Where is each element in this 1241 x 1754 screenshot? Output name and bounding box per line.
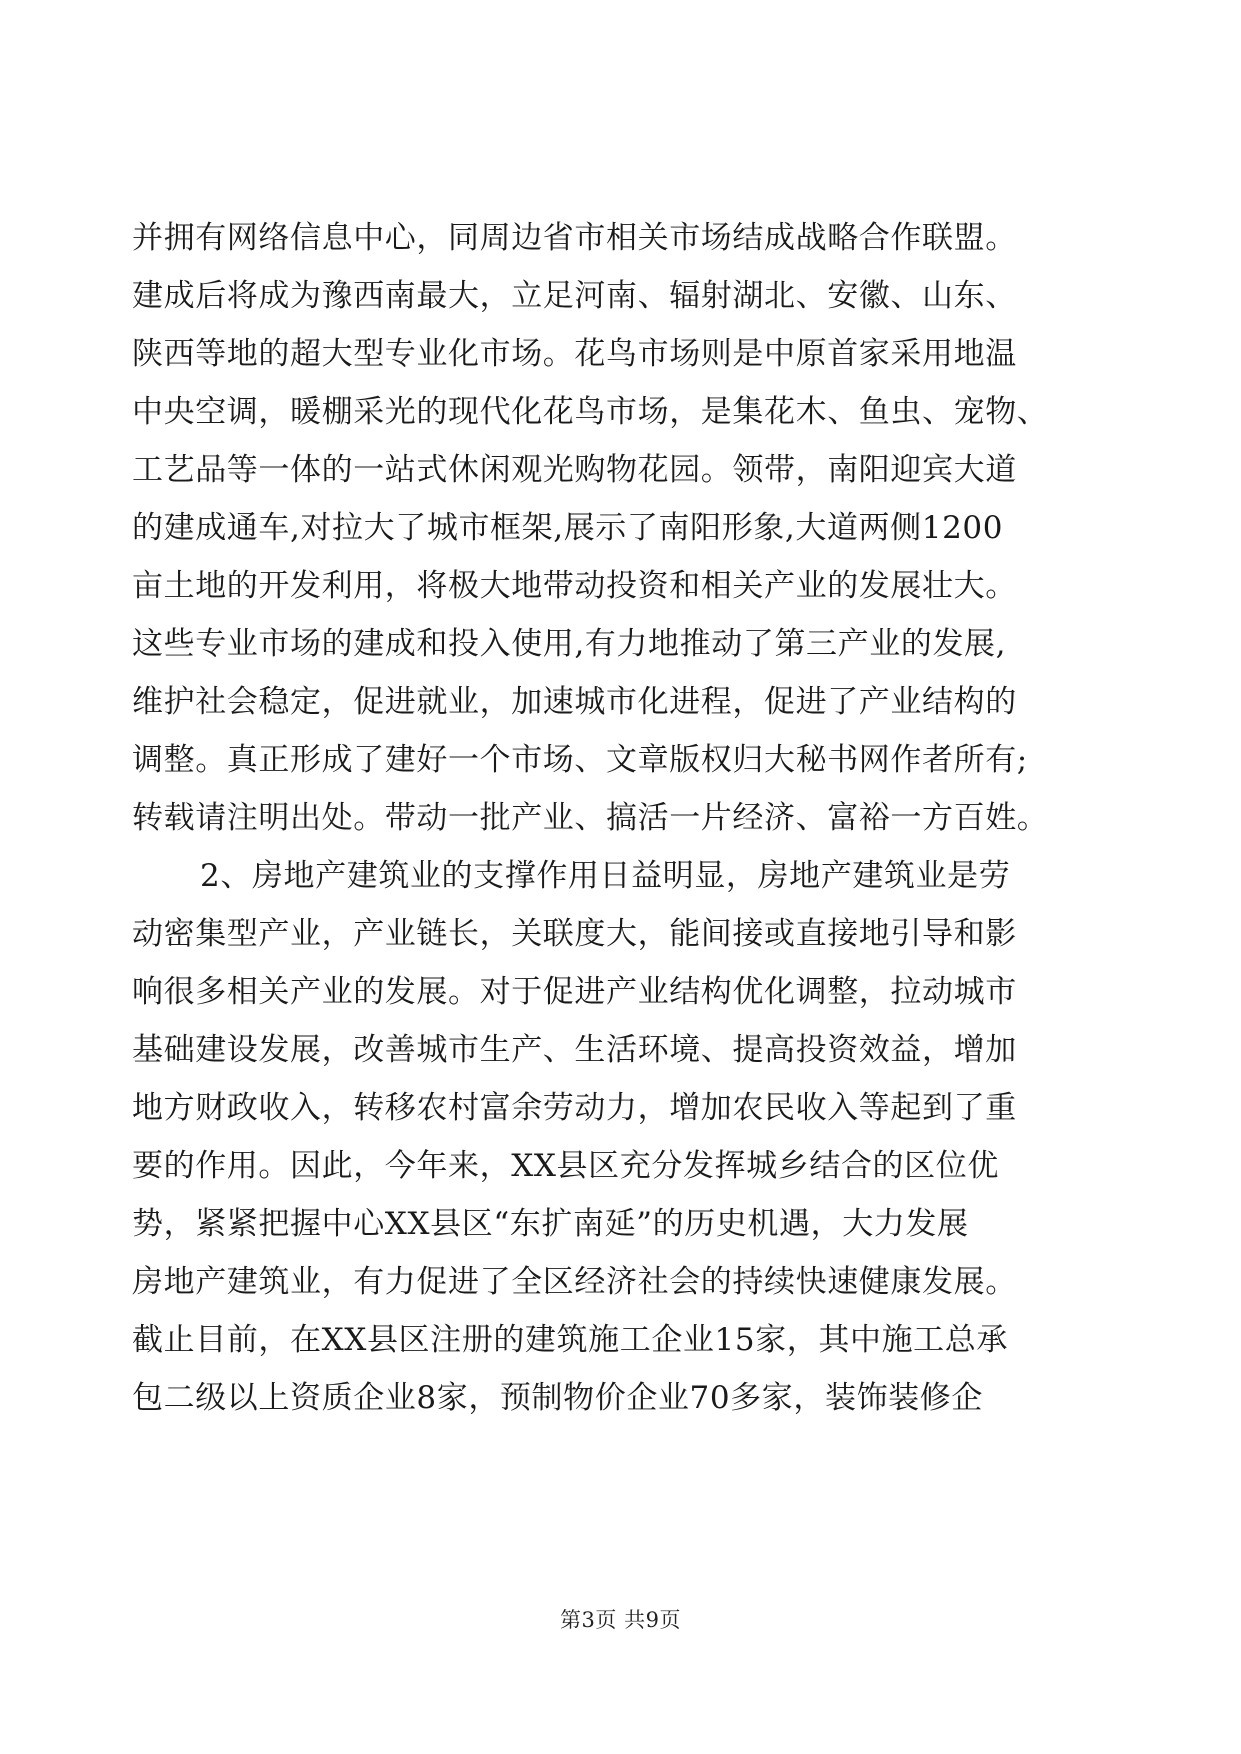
text-line: 维护社会稳定，促进就业，加速城市化进程，促进了产业结构的 xyxy=(132,684,1017,720)
text-line: 基础建设发展，改善城市生产、生活环境、提高投资效益，增加 xyxy=(132,1032,1017,1068)
text-line: 陕西等地的超大型专业化市场。花鸟市场则是中原首家采用地温 xyxy=(132,336,1017,372)
text-line: 截止目前，在XX县区注册的建筑施工企业15家，其中施工总承 xyxy=(132,1322,1008,1358)
text-line: 这些专业市场的建成和投入使用,有力地推动了第三产业的发展, xyxy=(132,626,1007,662)
text-line: 工艺品等一体的一站式休闲观光购物花园。领带，南阳迎宾大道 xyxy=(132,452,1017,488)
paragraph-start-line: 2、房地产建筑业的支撑作用日益明显，房地产建筑业是劳 xyxy=(200,858,1011,894)
text-line: 包二级以上资质企业8家，预制物价企业70多家，装饰装修企 xyxy=(132,1380,983,1416)
text-line: 中央空调，暖棚采光的现代化花鸟市场，是集花木、鱼虫、宠物、 xyxy=(132,394,1049,430)
text-line: 建成后将成为豫西南最大，立足河南、辐射湖北、安徽、山东、 xyxy=(132,278,1017,314)
page-footer: 第3页 共9页 xyxy=(560,1608,681,1632)
text-line: 地方财政收入，转移农村富余劳动力，增加农民收入等起到了重 xyxy=(132,1090,1017,1126)
text-line: 调整。真正形成了建好一个市场、文章版权归大秘书网作者所有; xyxy=(132,742,1028,778)
text-line: 势，紧紧把握中心XX县区“东扩南延”的历史机遇，大力发展 xyxy=(132,1206,969,1242)
text-line: 房地产建筑业，有力促进了全区经济社会的持续快速健康发展。 xyxy=(132,1264,1017,1300)
text-line: 响很多相关产业的发展。对于促进产业结构优化调整，拉动城市 xyxy=(132,974,1017,1010)
text-line: 的建成通车,对拉大了城市框架,展示了南阳形象,大道两侧1200 xyxy=(132,510,1004,546)
text-line: 并拥有网络信息中心，同周边省市相关市场结成战略合作联盟。 xyxy=(132,220,1017,256)
text-line: 亩土地的开发利用，将极大地带动投资和相关产业的发展壮大。 xyxy=(132,568,1017,604)
text-line: 动密集型产业，产业链长，关联度大，能间接或直接地引导和影 xyxy=(132,916,1017,952)
text-line: 转载请注明出处。带动一批产业、搞活一片经济、富裕一方百姓。 xyxy=(132,800,1049,836)
text-line: 要的作用。因此，今年来，XX县区充分发挥城乡结合的区位优 xyxy=(132,1148,999,1184)
